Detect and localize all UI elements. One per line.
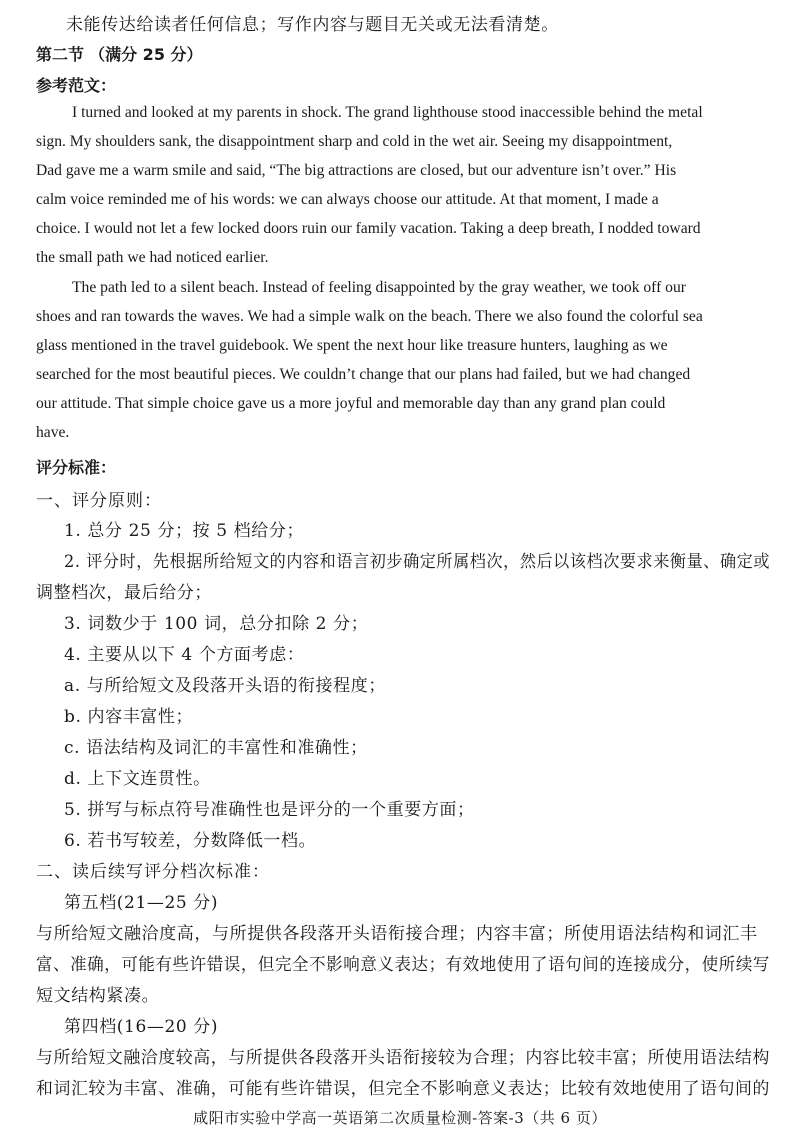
essay-p2-line-3: glass mentioned in the travel guidebook. We spent the next hour like treasure hunters, laughing as we: [36, 337, 668, 354]
level4-line: 和词汇较为丰富、准确，可能有些许错误，但完全不影响意义表达；比较有效地使用了语句间的: [36, 1079, 770, 1099]
principle-item: 3. 词数少于 100 词，总分扣除 2 分；: [64, 614, 369, 634]
essay-p2-line-5: our attitude. That simple choice gave us a more joyful and memorable day than any grand plan could: [36, 395, 666, 412]
principle-item: 调整档次，最后给分；: [36, 583, 212, 603]
principle-subitem: b. 内容丰富性；: [64, 707, 194, 727]
essay-p1-line-1: I turned and looked at my parents in shock. The grand lighthouse stood inaccessible behind the metal: [72, 104, 703, 121]
top-continuation-line: 未能传达给读者任何信息；写作内容与题目无关或无法看清楚。: [66, 15, 559, 35]
essay-p2-line-1: The path led to a silent beach. Instead of feeling disappointed by the gray weather, we took off our: [72, 279, 686, 296]
essay-p2-line-2: shoes and ran towards the waves. We had a simple walk on the beach. There we also found the colorful sea: [36, 308, 703, 325]
principles-heading: 一、评分原则：: [36, 491, 162, 511]
principle-subitem: a. 与所给短文及段落开头语的衔接程度；: [64, 676, 386, 696]
level4-line: 与所给短文融洽度较高，与所提供各段落开头语衔接较为合理；内容比较丰富；所使用语法结构: [36, 1048, 770, 1068]
criteria-label: 评分标准：: [36, 458, 117, 477]
principle-item: 4. 主要从以下 4 个方面考虑：: [64, 645, 305, 665]
essay-p2-line-6: have.: [36, 424, 70, 441]
levels-heading: 二、读后续写评分档次标准：: [36, 862, 270, 882]
principle-subitem: d. 上下文连贯性。: [64, 769, 211, 789]
essay-p1-line-2: sign. My shoulders sank, the disappointment sharp and cold in the wet air. Seeing my disappointment,: [36, 133, 673, 150]
page-footer: 咸阳市实验中学高一英语第二次质量检测-答案-3（共 6 页）: [193, 1109, 607, 1127]
principle-item: 6. 若书写较差，分数降低一档。: [64, 831, 317, 851]
section2-title: 第二节: [36, 45, 85, 64]
principle-subitem: c. 语法结构及词汇的丰富性和准确性；: [64, 738, 368, 758]
essay-p1-line-5: choice. I would not let a few locked doors ruin our family vacation. Taking a deep breath, I nodded toward: [36, 220, 701, 237]
section2-heading: [36, 42, 203, 65]
principle-item: 2. 评分时，先根据所给短文的内容和语言初步确定所属档次，然后以该档次要求来衡量、确定或: [64, 552, 770, 572]
level5-title: 第五档(21—25 分): [64, 893, 219, 913]
sample-essay-label: 参考范文：: [36, 76, 117, 95]
essay-p1-line-6: the small path we had noticed earlier.: [36, 249, 269, 266]
essay-p1-line-3: Dad gave me a warm smile and said, “The big attractions are closed, but our adventure isn’t over.” His: [36, 162, 677, 179]
essay-p2-line-4: searched for the most beautiful pieces. We couldn’t change that our plans had failed, but we had changed: [36, 366, 691, 383]
level5-line: 富、准确，可能有些许错误，但完全不影响意义表达；有效地使用了语句间的连接成分，使所续写: [36, 955, 770, 975]
section2-score: （满分 25 分）: [89, 45, 203, 64]
level5-line: 与所给短文融洽度高，与所提供各段落开头语衔接合理；内容丰富；所使用语法结构和词汇丰: [36, 924, 758, 944]
principle-item: 1. 总分 25 分；按 5 档给分；: [64, 521, 305, 541]
level5-line: 短文结构紧凑。: [36, 986, 160, 1006]
principle-item: 5. 拼写与标点符号准确性也是评分的一个重要方面；: [64, 800, 475, 820]
level4-title: 第四档(16—20 分): [64, 1017, 219, 1037]
essay-p1-line-4: calm voice reminded me of his words: we can always choose our attitude. At that moment, I made a: [36, 191, 659, 208]
